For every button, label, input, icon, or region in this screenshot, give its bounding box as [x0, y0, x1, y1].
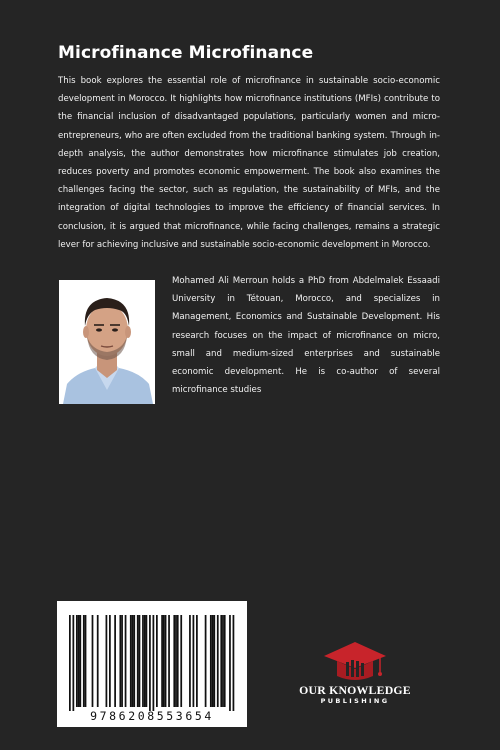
publisher-subtitle: PUBLISHING: [320, 697, 390, 705]
barcode-bar: [189, 615, 191, 707]
barcode-bar: [217, 615, 219, 707]
barcode-bar: [220, 615, 222, 707]
barcode-bar: [133, 615, 135, 707]
author-photo: [59, 280, 155, 404]
barcode-bar: [149, 615, 151, 711]
isbn-number: 9786208553654: [90, 709, 214, 723]
barcode-bar: [78, 615, 80, 707]
barcode-bar: [106, 615, 108, 707]
author-portrait-icon: [59, 280, 155, 404]
barcode-bar: [229, 615, 231, 711]
barcode-bar: [79, 615, 81, 707]
barcode-bar: [193, 615, 195, 707]
barcode-bar: [233, 615, 235, 711]
barcode-bar: [85, 615, 87, 707]
barcode-bar: [121, 615, 123, 707]
author-bio: Mohamed Ali Merroun holds a PhD from Abdelmalek Essaadi University in Tétouan, Morocco, and specializes in Management, Economics and Sustainable Development. His research focuses on the impact of microfinance on micro, small and medium-sized enterprises and sustainable economic development. He is co-author of several microfinance studies: [172, 276, 440, 396]
barcode-bar: [69, 615, 71, 711]
barcode-bar: [146, 615, 148, 707]
barcode-bar: [109, 615, 111, 707]
barcode-bar: [165, 615, 167, 707]
publisher-name: OUR KNOWLEDGE: [299, 683, 411, 697]
barcode-bar: [177, 615, 179, 707]
barcode-bar: [161, 615, 163, 707]
barcode-bar: [224, 615, 226, 707]
barcode-bar: [175, 615, 177, 707]
barcode-bar: [156, 615, 158, 707]
barcode-bar: [114, 615, 116, 707]
barcode-bar: [222, 615, 224, 707]
barcode-bar: [119, 615, 121, 707]
isbn-barcode: [57, 601, 247, 727]
barcode-bar: [139, 615, 141, 707]
barcode-bar: [97, 615, 99, 707]
barcode-bar: [163, 615, 165, 707]
barcode-bar: [213, 615, 215, 707]
barcode-bar: [180, 615, 182, 707]
barcode-bar: [130, 615, 132, 707]
barcode-bar: [196, 615, 198, 707]
barcode-bar: [210, 615, 212, 707]
barcode-bar: [137, 615, 139, 707]
barcode-bar: [205, 615, 207, 707]
barcode-bar: [153, 615, 155, 711]
barcode-bar: [76, 615, 78, 707]
barcode-bar: [72, 615, 74, 711]
barcode-bar: [132, 615, 134, 707]
barcode-bar: [83, 615, 85, 707]
barcode-bar: [144, 615, 146, 707]
barcode-bar: [168, 615, 170, 707]
barcode-bar: [125, 615, 127, 707]
barcode-bar: [212, 615, 214, 707]
barcode-bar: [142, 615, 144, 707]
barcode-bar: [92, 615, 94, 707]
barcode-bar: [173, 615, 175, 707]
book-title: Microfinance Microfinance: [58, 43, 314, 63]
book-description: This book explores the essential role of microfinance in sustainable socio-economic development in Morocco. It highlights how microfinance institutions (MFIs) contribute to the financial inclusion of disadvantaged populations, particularly women and micro-entrepreneurs, who are often excluded from the traditional banking system. Through in-depth analysis, the author demonstrates how microfinance stimulates job creation, reduces poverty and promotes economic empowerment. The book also examines the challenges facing the sector, such as regulation, the sustainability of MFIs, and the integration of digital technologies to improve the efficiency of financial services. In conclusion, it is argued that microfinance, while facing challenges, remains a strategic lever for achieving inclusive and sustainable socio-economic development in Morocco.: [58, 76, 440, 250]
